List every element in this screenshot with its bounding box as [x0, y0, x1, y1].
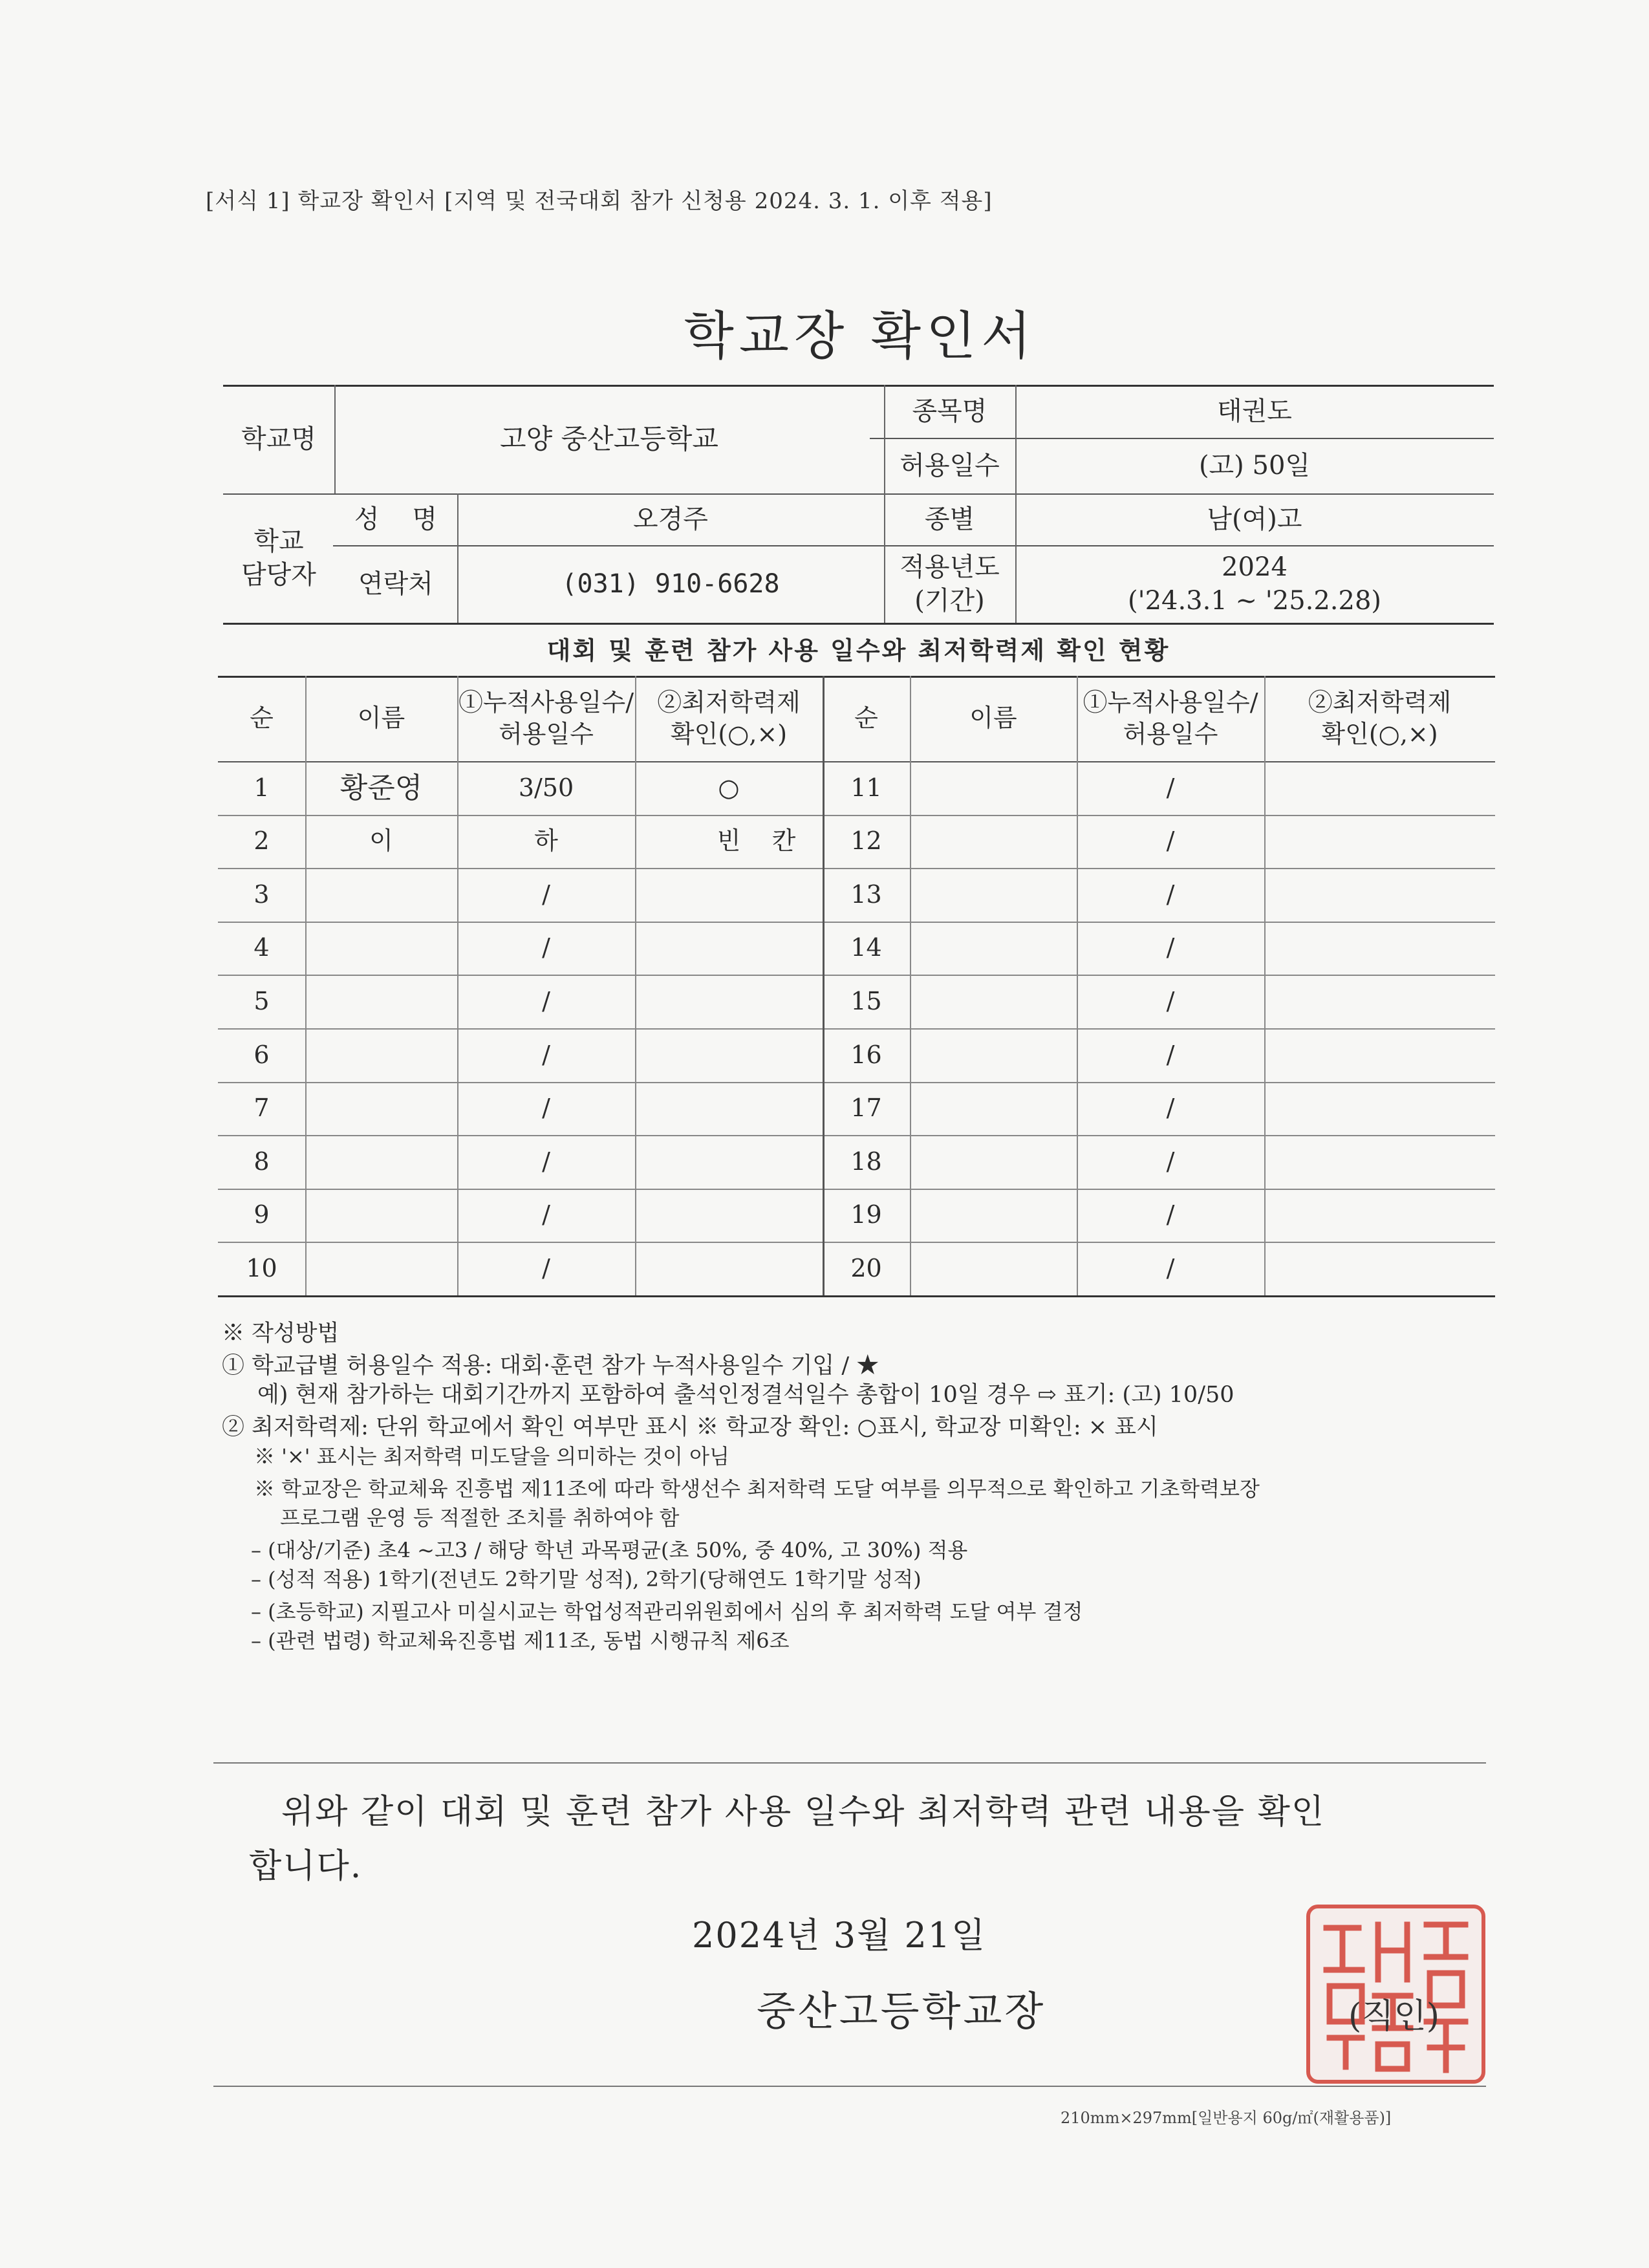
left-row-no: 2	[253, 826, 270, 856]
right-row-no: 16	[850, 1040, 882, 1069]
note-line: – (대상/기준) 초4 ~고3 / 해당 학년 과목평균(초 50%, 중 40%, 고 30%) 적용	[251, 1538, 968, 1562]
left-row-no: 5	[253, 986, 270, 1015]
column-divider	[1077, 676, 1078, 1295]
right-row-days: /	[1166, 933, 1175, 962]
left-row-check: ○	[718, 773, 740, 802]
left-row-name	[305, 1135, 457, 1189]
issue-date: 2024년 3월 21일	[692, 1915, 987, 1956]
column-divider	[635, 676, 636, 1295]
right-row-no: 13	[850, 880, 882, 909]
phone-value: (031) 910-6628	[561, 569, 780, 599]
note-line: ※ 작성방법	[222, 1321, 339, 1346]
left-row-check: 빈	[717, 826, 741, 856]
header-days-left-1: ①누적사용일수/	[458, 687, 634, 717]
days-label: 허용일수	[900, 451, 1000, 481]
left-row-days: /	[542, 1253, 550, 1282]
left-row-name: 이	[369, 826, 393, 856]
left-row-days: /	[542, 986, 550, 1015]
left-row-no: 4	[253, 933, 270, 962]
gender-value: 남(여)고	[1207, 504, 1302, 534]
right-row-days: /	[1166, 1200, 1175, 1229]
left-row-name: 황준영	[339, 771, 423, 805]
left-row-days: /	[542, 1094, 550, 1123]
header-check-left-1: ②최저학력제	[657, 687, 801, 717]
right-row-days: /	[1166, 773, 1175, 802]
confirmation-line1: 위와 같이 대회 및 훈련 참가 사용 일수와 최저학력 관련 내용을 확인	[281, 1793, 1326, 1831]
header-days-left-2: 허용일수	[499, 720, 594, 748]
document-title: 학교장 확인서	[684, 306, 1037, 366]
right-row-no: 11	[850, 773, 882, 802]
left-row-no: 3	[253, 880, 270, 909]
left-row-extra: 칸	[771, 826, 796, 856]
form-header: [서식 1] 학교장 확인서 [지역 및 전국대회 참가 신청용 2024. 3. 1. 이후 적용]	[206, 188, 993, 214]
school-value: 고양 중산고등학교	[500, 422, 718, 455]
note-line: 프로그램 운영 등 적절한 조치를 취하여야 함	[280, 1506, 680, 1530]
gender-label: 종별	[924, 504, 975, 534]
year-value	[1015, 545, 1494, 623]
column-divider	[910, 676, 911, 1295]
note-line: – (성적 적용) 1학기(전년도 2학기말 성적), 2학기(당해연도 1학기말 성적)	[251, 1567, 921, 1592]
right-row-days: /	[1166, 826, 1175, 856]
year-value-period: ('24.3.1 ~ '25.2.28)	[1127, 586, 1382, 616]
left-row-name	[305, 922, 457, 975]
year-label-line1: 적용년도	[900, 552, 1000, 582]
left-row-days: /	[542, 933, 550, 962]
note-line: ※ 학교장은 학교체육 진흥법 제11조에 따라 학생선수 최저학력 도달 여부를 의무적으로 확인하고 기초학력보장	[254, 1476, 1260, 1501]
left-row-no: 9	[253, 1200, 270, 1229]
header-days-right	[1077, 676, 1264, 761]
left-row-check	[635, 868, 823, 922]
sport-value: 태권도	[1217, 396, 1292, 426]
note-line: ※ '×' 표시는 최저학력 미도달을 의미하는 것이 아님	[254, 1444, 729, 1469]
header-check-right	[1264, 676, 1495, 761]
left-row-check	[635, 1189, 823, 1242]
contact-label	[223, 493, 334, 623]
column-divider	[305, 676, 307, 1295]
seal-label: (직인)	[1348, 1997, 1440, 2036]
header-name-left: 이름	[357, 704, 405, 733]
header-no-right: 순	[854, 704, 878, 733]
left-row-check	[635, 922, 823, 975]
year-value-year: 2024	[1222, 552, 1288, 582]
left-row-check	[635, 1242, 823, 1295]
phone-label: 연락처	[358, 569, 433, 599]
right-row-no: 19	[850, 1200, 882, 1229]
note-line: ① 학교급별 허용일수 적용: 대회·훈련 참가 누적사용일수 기입 / ★	[222, 1353, 879, 1379]
left-row-days: /	[542, 1200, 550, 1229]
left-row-check	[635, 1135, 823, 1189]
right-row-days: /	[1166, 1253, 1175, 1282]
right-row-no: 15	[850, 986, 882, 1015]
right-row-days: /	[1166, 1147, 1175, 1176]
header-name-right: 이름	[969, 704, 1017, 733]
confirmation-text	[249, 1785, 1325, 1894]
paper-spec: 210mm×297mm[일반용지 60g/㎡(재활용품)]	[1061, 2109, 1392, 2127]
left-row-name	[305, 1028, 457, 1082]
principal-title: 중산고등학교장	[757, 1987, 1046, 2035]
note-line: – (초등학교) 지필고사 미실시교는 학업성적관리위원회에서 심의 후 최저학력 도달 여부 결정	[251, 1599, 1083, 1624]
header-check-right-2: 확인(○,×)	[1321, 720, 1438, 748]
usage-table	[218, 676, 1495, 1297]
year-label-line2: (기간)	[914, 586, 985, 616]
left-row-days: 하	[534, 826, 558, 856]
year-label	[884, 545, 1015, 623]
header-check-left	[635, 676, 823, 761]
left-row-name	[305, 1082, 457, 1136]
left-row-check	[635, 1082, 823, 1136]
left-row-check	[635, 1028, 823, 1082]
left-row-name	[305, 1242, 457, 1295]
right-row-no: 12	[850, 826, 882, 856]
right-row-no: 20	[850, 1253, 882, 1282]
confirmation-line2: 합니다.	[249, 1847, 363, 1886]
left-row-no: 1	[253, 773, 270, 802]
left-row-no: 6	[253, 1040, 270, 1069]
divider-bottom	[213, 2086, 1486, 2087]
header-days-right-1: ①누적사용일수/	[1083, 687, 1258, 717]
header-days-right-2: 허용일수	[1123, 720, 1218, 748]
contact-label-line1: 학교	[253, 526, 304, 556]
header-check-left-2: 확인(○,×)	[670, 720, 788, 748]
left-row-name	[305, 975, 457, 1028]
note-line: 예) 현재 참가하는 대회기간까지 포함하여 출석인정결석일수 총합이 10일 경우 ⇨ 표기: (고) 10/50	[257, 1382, 1234, 1408]
left-row-name	[305, 868, 457, 922]
name-value: 오경주	[633, 504, 708, 534]
note-line: – (관련 법령) 학교체육진흥법 제11조, 동법 시행규칙 제6조	[251, 1628, 790, 1653]
left-row-no: 8	[253, 1147, 270, 1176]
right-row-days: /	[1166, 986, 1175, 1015]
info-table	[223, 385, 1494, 624]
left-row-name	[305, 1189, 457, 1242]
column-divider	[457, 676, 458, 1295]
right-row-no: 17	[850, 1094, 882, 1123]
center-divider	[823, 676, 824, 1295]
divider-top	[213, 1762, 1486, 1764]
right-row-no: 18	[850, 1147, 882, 1176]
days-value: (고) 50일	[1198, 451, 1311, 481]
name-label: 성 명	[354, 504, 438, 534]
sport-label: 종목명	[912, 396, 987, 426]
left-row-days: /	[542, 1040, 550, 1069]
left-row-days: /	[542, 1147, 550, 1176]
left-row-days: /	[542, 880, 550, 909]
table-title: 대회 및 훈련 참가 사용 일수와 최저학력제 확인 현황	[546, 636, 1170, 665]
left-row-no: 7	[253, 1094, 270, 1123]
contact-label-line2: 담당자	[241, 560, 316, 590]
header-days-left	[457, 676, 635, 761]
column-divider	[1264, 676, 1266, 1295]
right-row-days: /	[1166, 880, 1175, 909]
note-line: ② 최저학력제: 단위 학교에서 확인 여부만 표시 ※ 학교장 확인: ○표시, 학교장 미확인: × 표시	[222, 1414, 1158, 1440]
left-row-no: 10	[246, 1253, 277, 1282]
right-row-days: /	[1166, 1040, 1175, 1069]
right-row-days: /	[1166, 1094, 1175, 1123]
left-row-days: 3/50	[518, 773, 574, 802]
header-no-left: 순	[250, 704, 274, 733]
left-row-check	[635, 975, 823, 1028]
header-check-right-1: ②최저학력제	[1308, 687, 1452, 717]
school-label: 학교명	[241, 424, 316, 454]
right-row-no: 14	[850, 933, 882, 962]
